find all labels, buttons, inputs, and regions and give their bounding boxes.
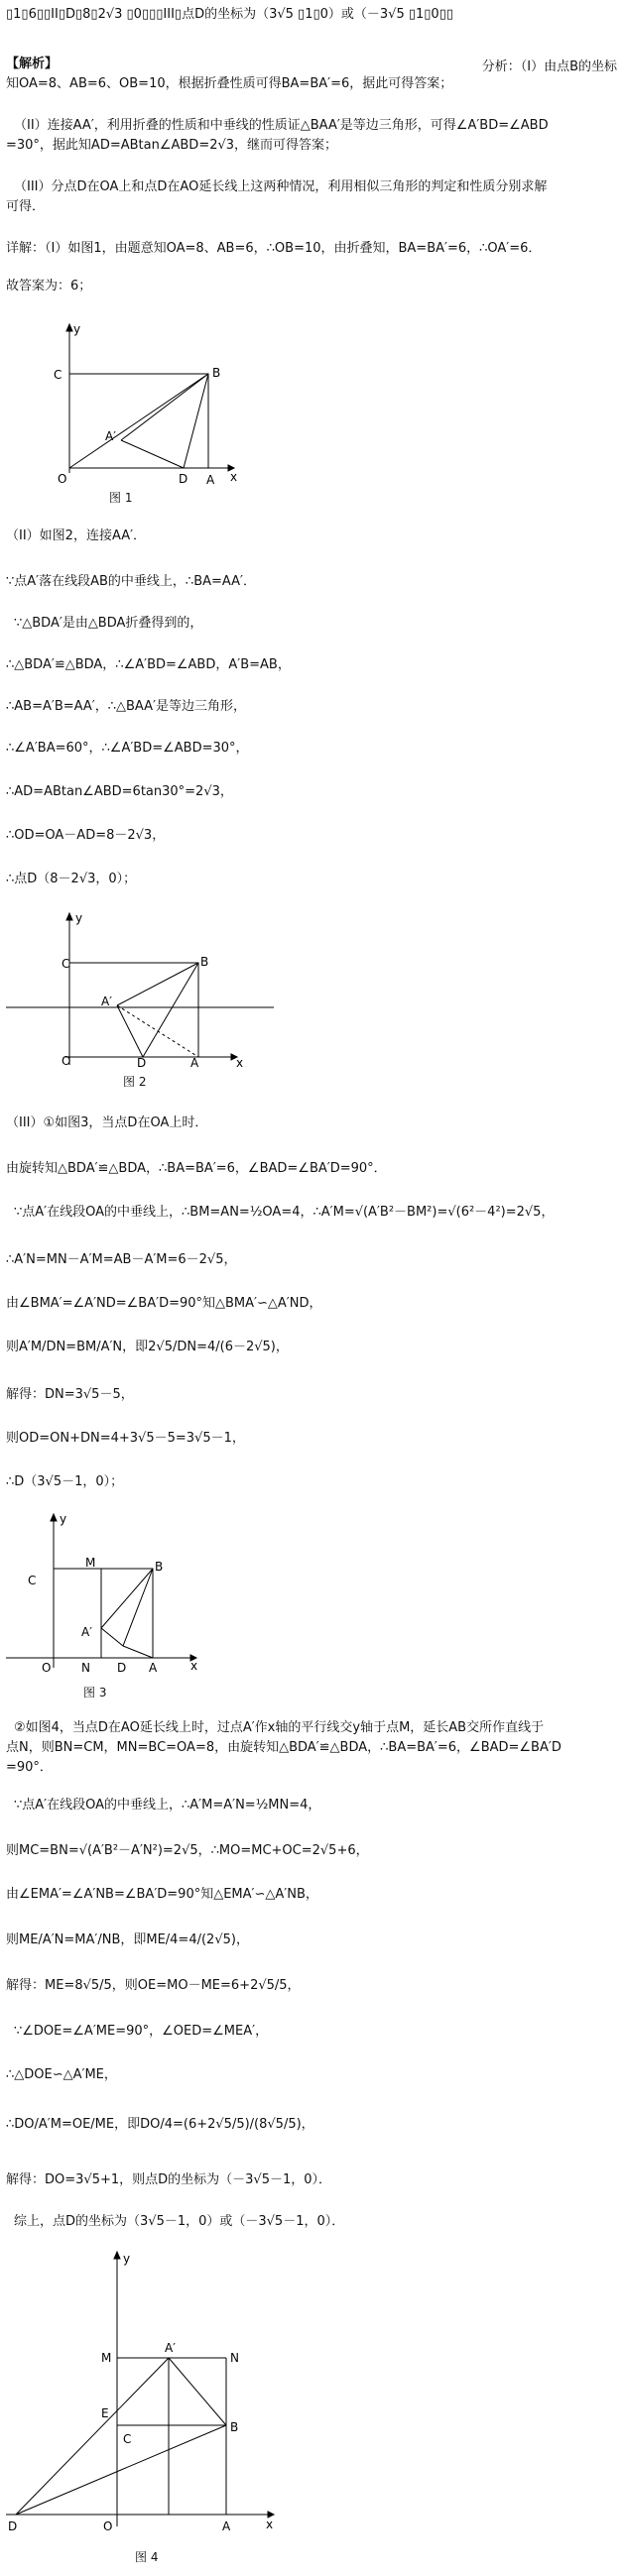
fig1-label-y: y — [73, 322, 81, 336]
fig4-label-A1: A′ — [165, 2341, 176, 2355]
fig2-label-C: C — [62, 957, 70, 971]
fig1-label-C: C — [54, 368, 62, 382]
s3-5: 则A′M/DN=BM/A′N，即2√5/DN=4/(6－2√5)， — [6, 1340, 289, 1354]
fig2-label-y: y — [75, 911, 83, 925]
fig4-label-A: A — [222, 2519, 231, 2533]
fig2-label-x: x — [236, 1056, 244, 1067]
fig2-label-O: O — [62, 1054, 71, 1067]
fig3-label-A1: A′ — [81, 1625, 92, 1639]
s2-1: ∵点A′落在线段AB的中垂线上，∴BA=AA′． — [6, 574, 257, 589]
fig3-label-D: D — [117, 1661, 127, 1675]
fig4-line-DA1 — [16, 2358, 169, 2515]
s3-2: ∵点A′在线段OA的中垂线上，∴BM=AN=½OA=4，∴A′M=√(A′B²－BM²)=√(6²－4²)=2√5， — [14, 1205, 555, 1220]
fig3-label-y: y — [60, 1512, 67, 1526]
s4-5: 则MC=BN=√(A′B²－A′N²)=2√5，∴MO=MC+OC=2√5+6， — [6, 1843, 369, 1858]
s3-1: 由旋转知△BDA′≌△BDA，∴BA=BA′=6，∠BAD=∠BA′D=90°． — [6, 1161, 387, 1176]
fig4-label-x: x — [266, 2517, 274, 2531]
fig2-caption: 图 2 — [123, 1075, 147, 1089]
s3-6: 解得：DN=3√5－5， — [6, 1387, 134, 1402]
s4-11: ∴DO/A′M=OE/ME，即DO/4=(6+2√5/5)/(8√5/5)， — [6, 2117, 314, 2132]
s2-7: ∴OD=OA－AD=8－2√3， — [6, 828, 166, 843]
s3-8: ∴D（3√5－1，0）； — [6, 1474, 124, 1489]
fig3-label-C: C — [28, 1574, 37, 1587]
s4-3: =90°． — [6, 1760, 53, 1775]
s4-1: ②如图4，当点D在AO延长线上时，过点A′作x轴的平行线交y轴于点M，延长AB交所作直线于 — [14, 1720, 545, 1735]
detail-l2: 故答案为：6； — [6, 279, 92, 293]
s2-6: ∴AD=ABtan∠ABD=6tan30°=2√3， — [6, 784, 233, 799]
fig2-label-D: D — [137, 1056, 147, 1067]
s4-9: ∵∠DOE=∠A′ME=90°，∠OED=∠MEA′， — [14, 2024, 269, 2039]
figure-3 — [6, 1509, 204, 1678]
fig4-label-y: y — [123, 2252, 131, 2266]
fig3-label-O: O — [42, 1661, 52, 1675]
s2-3: ∴△BDA′≌△BDA，∴∠A′BD=∠ABD，A′B=AB， — [6, 657, 291, 672]
fig4-label-D: D — [8, 2519, 18, 2533]
fig2-label-B: B — [200, 955, 209, 969]
fig3-label-N: N — [81, 1661, 90, 1675]
analysis-p1: 知OA=8、AB=6、OB=10，根据折叠性质可得BA=BA′=6，据此可得答案； — [6, 76, 453, 91]
fig4-label-C: C — [123, 2432, 132, 2446]
analysis-p3a: （III）分点D在OA上和点D在AO延长线上这两种情况，利用相似三角形的判定和性质分别求解 — [14, 179, 548, 194]
figure-2 — [6, 908, 284, 1067]
fig3-label-B: B — [155, 1560, 164, 1574]
fig4-caption: 图 4 — [135, 2550, 159, 2564]
fig1-label-B: B — [212, 366, 221, 380]
fig4-label-O: O — [103, 2519, 113, 2533]
s4-4: ∵点A′在线段OA的中垂线上，∴A′M=A′N=½MN=4， — [14, 1798, 321, 1813]
fig1-label-x: x — [230, 470, 238, 484]
fig4-label-B: B — [230, 2420, 239, 2434]
detail-l1: 详解：（I）如图1，由题意知OA=8、AB=6，∴OB=10，由折叠知，BA=BA′=6，∴OA′=6． — [6, 241, 542, 256]
s3-7: 则OD=ON+DN=4+3√5－5=3√5－1， — [6, 1431, 245, 1446]
s4-10: ∴△DOE∽△A′ME， — [6, 2067, 117, 2082]
fig3-label-A: A — [149, 1661, 158, 1675]
s3-3: ∴A′N=MN－A′M=AB－A′M=6－2√5， — [6, 1252, 237, 1267]
fig3-label-x: x — [190, 1659, 198, 1673]
figure-4 — [6, 2249, 284, 2546]
analysis-label: 【解析】 — [6, 57, 59, 71]
analysis-p2b: =30°，据此知AD=ABtan∠ABD=2√3，继而可得答案； — [6, 138, 338, 153]
analysis-p3b: 可得． — [6, 199, 46, 214]
header-answer: ▯1▯6▯▯II▯D▯8▯2√3 ▯0▯▯▯III▯点D的坐标为（3√5 ▯1▯0）或（－3√5 ▯1▯0▯▯ — [6, 7, 454, 22]
fig1-label-A: A — [206, 473, 215, 487]
fig2-label-A: A — [190, 1056, 199, 1067]
fig2-label-A1: A′ — [101, 995, 112, 1008]
s3-intro: （III）①如图3，当点D在OA上时． — [6, 1115, 208, 1130]
fig1-label-A1: A′ — [105, 429, 116, 443]
analysis-p2a: （II）连接AA′，利用折叠的性质和中垂线的性质证△BAA′是等边三角形，可得∠A′BD=∠ABD — [14, 118, 549, 133]
analysis-title: 分析：（I）由点B的坐标 — [481, 59, 617, 74]
s2-2: ∵△BDA′是由△BDA折叠得到的， — [14, 616, 203, 631]
s2-4: ∴AB=A′B=AA′，∴△BAA′是等边三角形， — [6, 699, 247, 714]
s2-8: ∴点D（8－2√3，0）； — [6, 872, 137, 886]
fig4-label-N: N — [230, 2351, 239, 2365]
s4-7: 则ME/A′N=MA′/NB，即ME/4=4/(2√5)， — [6, 1932, 249, 1947]
s2-5: ∴∠A′BA=60°，∴∠A′BD=∠ABD=30°， — [6, 741, 249, 756]
s4-2: 点N，则BN=CM，MN=BC=OA=8，由旋转知△BDA′≌△BDA，∴BA=BA′=6，∠BAD=∠BA′D — [6, 1740, 562, 1755]
s3-4: 由∠BMA′=∠A′ND=∠BA′D=90°知△BMA′∽△A′ND， — [6, 1296, 322, 1311]
fig4-label-E: E — [101, 2406, 109, 2420]
fig4-label-M: M — [101, 2351, 112, 2365]
s4-6: 由∠EMA′=∠A′NB=∠BA′D=90°知△EMA′∽△A′NB， — [6, 1887, 318, 1902]
fig1-caption: 图 1 — [109, 491, 133, 505]
figure-1 — [40, 319, 238, 488]
fig1-label-D: D — [179, 472, 188, 486]
s4-12: 解得：DO=3√5+1，则点D的坐标为（－3√5－1，0）． — [6, 2172, 332, 2187]
fig3-caption: 图 3 — [83, 1686, 107, 1699]
fig1-label-O: O — [58, 472, 67, 486]
s2-intro: （II）如图2，连接AA′． — [6, 528, 147, 543]
fig3-label-M: M — [85, 1556, 96, 1570]
s4-13: 综上，点D的坐标为（3√5－1，0）或（－3√5－1，0）． — [14, 2214, 345, 2229]
s4-8: 解得：ME=8√5/5，则OE=MO－ME=6+2√5/5， — [6, 1978, 301, 1993]
